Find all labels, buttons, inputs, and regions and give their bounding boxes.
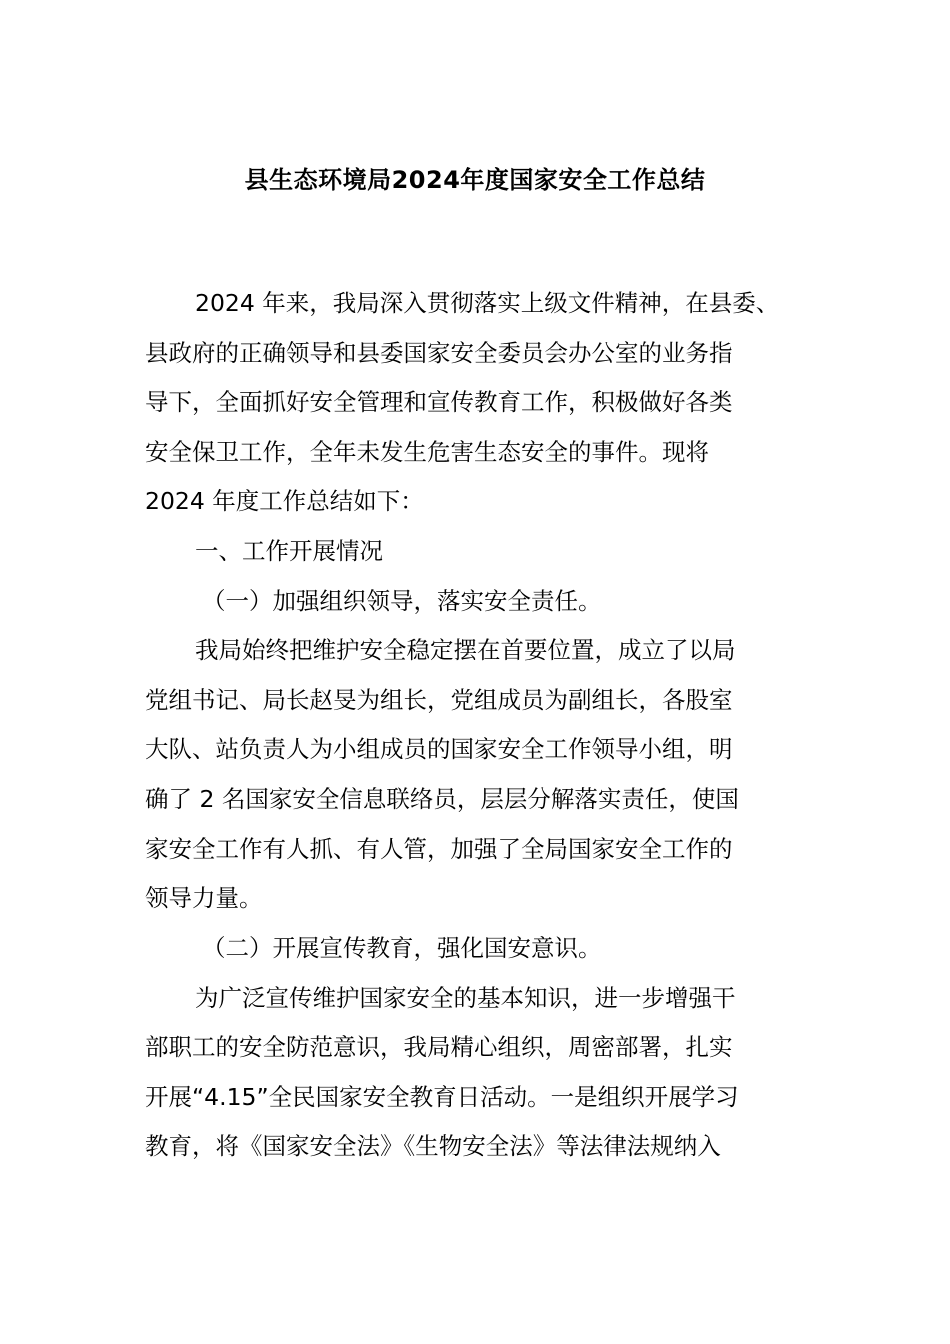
- document-title: 县生态环境局2024年度国家安全工作总结: [244, 166, 706, 194]
- paragraph-line: 2024 年来，我局深入贯彻落实上级文件精神，在县委、: [195, 289, 780, 317]
- paragraph-line: 党组书记、局长赵旻为组长，党组成员为副组长，各股室: [145, 686, 733, 714]
- subsection-heading: （一）加强组织领导，落实安全责任。: [202, 587, 602, 615]
- paragraph-line: 县政府的正确领导和县委国家安全委员会办公室的业务指: [145, 339, 733, 367]
- paragraph-line: 2024 年度工作总结如下：: [145, 487, 424, 515]
- paragraph-line: 安全保卫工作，全年未发生危害生态安全的事件。现将: [145, 438, 709, 466]
- section-heading: 一、工作开展情况: [195, 537, 383, 565]
- paragraph-line: 确了 2 名国家安全信息联络员，层层分解落实责任，使国: [145, 785, 739, 813]
- paragraph-line: 为广泛宣传维护国家安全的基本知识，进一步增强干: [195, 984, 736, 1012]
- paragraph-line: 教育，将《国家安全法》《生物安全法》等法律法规纳入: [145, 1132, 721, 1160]
- subsection-heading: （二）开展宣传教育，强化国安意识。: [202, 934, 602, 962]
- paragraph-line: 开展“4.15”全民国家安全教育日活动。一是组织开展学习: [145, 1083, 739, 1111]
- paragraph-line: 导下，全面抓好安全管理和宣传教育工作，积极做好各类: [145, 388, 733, 416]
- paragraph-line: 领导力量。: [145, 884, 263, 912]
- paragraph-line: 我局始终把维护安全稳定摆在首要位置，成立了以局: [195, 636, 736, 664]
- paragraph-line: 大队、站负责人为小组成员的国家安全工作领导小组，明: [145, 735, 733, 763]
- paragraph-line: 部职工的安全防范意识，我局精心组织，周密部署，扎实: [145, 1033, 733, 1061]
- paragraph-line: 家安全工作有人抓、有人管，加强了全局国家安全工作的: [145, 835, 733, 863]
